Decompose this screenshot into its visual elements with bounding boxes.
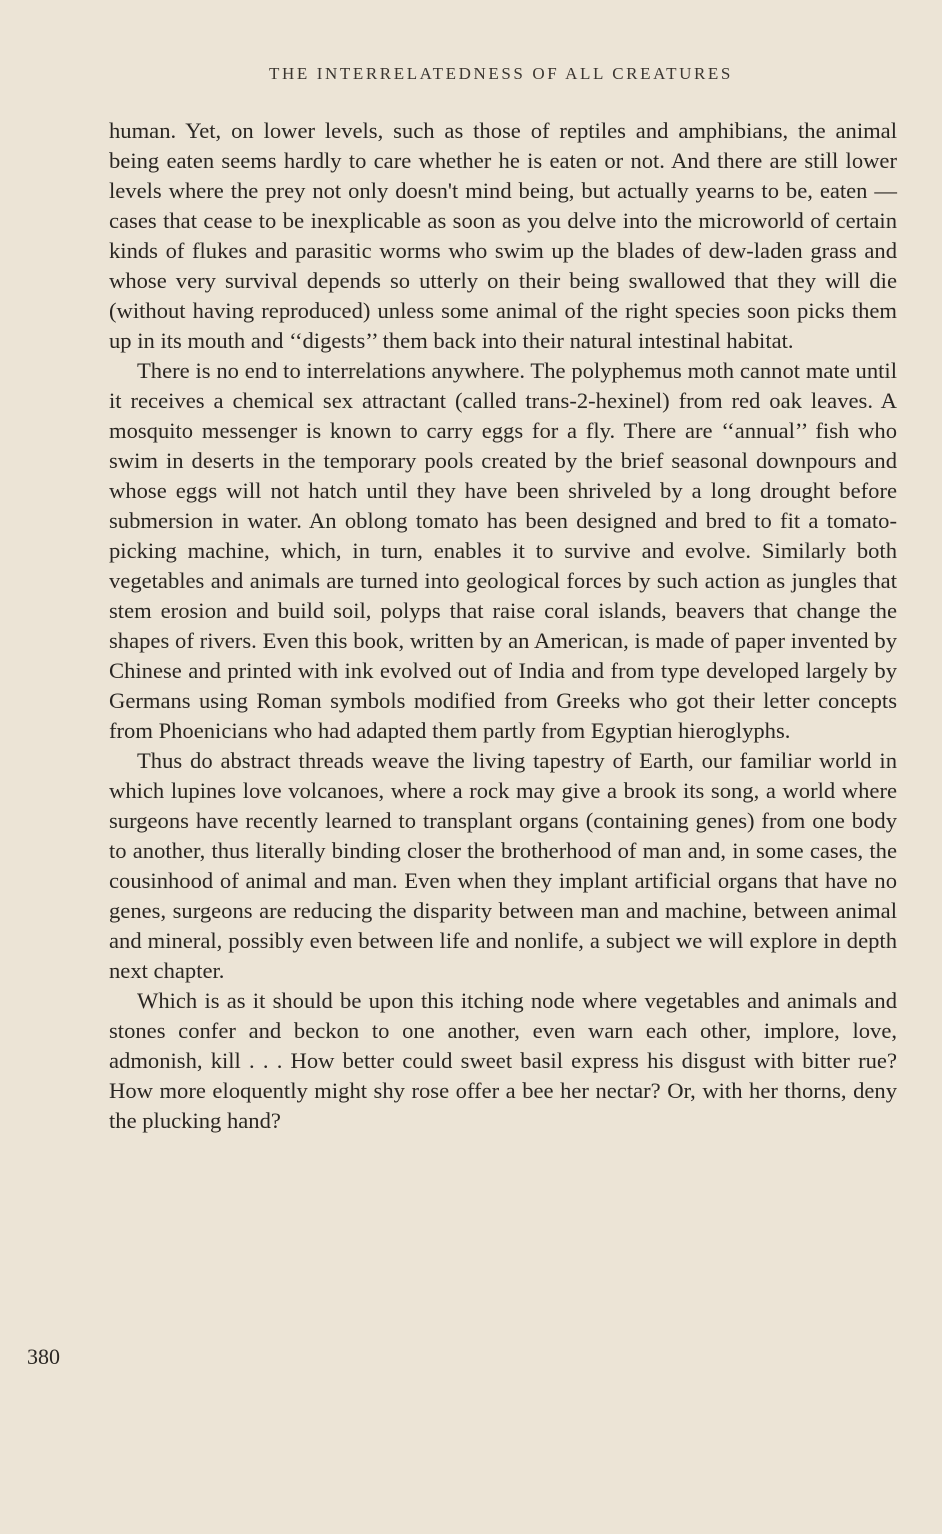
paragraph-3: Thus do abstract threads weave the living tapestry of Earth, our familiar world in which lupines love volcanoes, where a rock may give a brook its song, a world where surgeons have recently learned to transplant organs (containing genes) from one body to another, thus literally binding closer the brotherhood of man and, in some cases, the cousinhood of animal and man. Even when they implant artificial organs that have no genes, surgeons are reducing the disparity between man and machine, between animal and mineral, possibly even between life and nonlife, a subject we will explore in depth next chapter. [109,748,897,983]
page-number: 380 [27,1344,60,1369]
body-text [109,116,897,1136]
paragraph-2: There is no end to interrelations anywhere. The polyphemus moth cannot mate until it receives a chemical sex attractant (called trans-2-hexinel) from red oak leaves. A mosquito messenger is known to carry eggs for a fly. There are ‘‘annual’’ fish who swim in deserts in the temporary pools created by the brief seasonal downpours and whose eggs will not hatch until they have been shriveled by a long drought before submersion in water. An oblong tomato has been designed and bred to fit a tomato-picking machine, which, in turn, enables it to survive and evolve. Similarly both vegetables and animals are turned into geological forces by such action as jungles that stem erosion and build soil, polyps that raise coral islands, beavers that change the shapes of rivers. Even this book, written by an American, is made of paper invented by Chinese and printed with ink evolved out of India and from type developed largely by Germans using Roman symbols modified from Greeks who got their letter concepts from Phoenicians who had adapted them partly from Egyptian hieroglyphs. [109,358,897,743]
running-head: THE INTERRELATEDNESS OF ALL CREATURES [269,64,733,83]
paragraph-1: human. Yet, on lower levels, such as those of reptiles and amphibians, the animal being eaten seems hardly to care whether he is eaten or not. And there are still lower levels where the prey not only doesn't mind being, but actually yearns to be, eaten — cases that cease to be inexplicable as soon as you delve into the microworld of certain kinds of flukes and parasitic worms who swim up the blades of dew-laden grass and whose very survival depends so utterly on their being swallowed that they will die (without having reproduced) unless some animal of the right species soon picks them up in its mouth and ‘‘digests’’ them back into their natural intestinal habitat. [109,118,897,353]
paragraph-4: Which is as it should be upon this itching node where vegetables and animals and stones confer and beckon to one another, even warn each other, implore, love, admonish, kill . . . How better could sweet basil express his disgust with bitter rue? How more eloquently might shy rose offer a bee her nectar? Or, with her thorns, deny the plucking hand? [109,988,897,1133]
